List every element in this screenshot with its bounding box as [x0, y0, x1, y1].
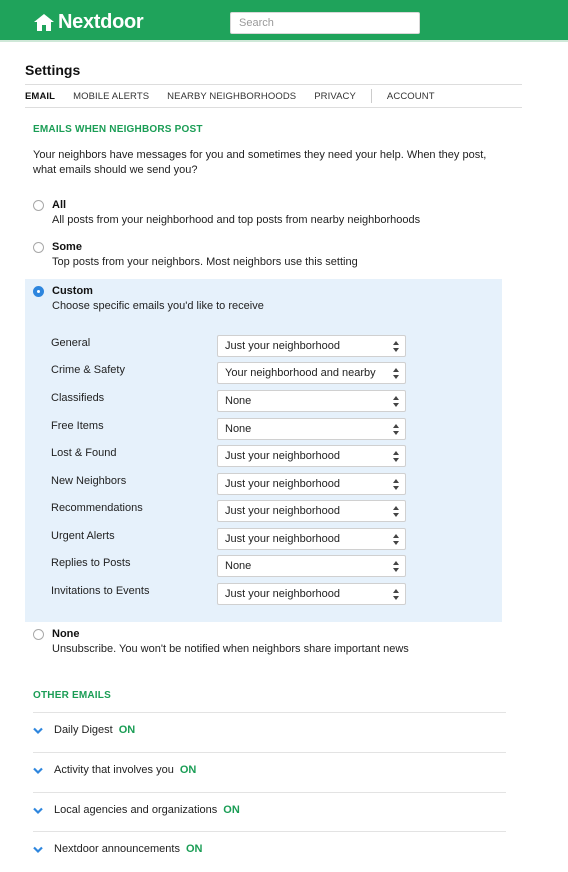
radio-some[interactable]: [33, 242, 44, 253]
category-label: Urgent Alerts: [51, 530, 115, 542]
status-on-badge: ON: [118, 724, 136, 736]
select-arrows-icon: [393, 396, 399, 407]
category-label: Crime & Safety: [51, 364, 125, 376]
tab-divider: [371, 89, 372, 103]
category-select-urgent-alerts[interactable]: [217, 528, 406, 550]
category-select-new-neighbors[interactable]: [217, 473, 406, 495]
category-select-general[interactable]: [217, 335, 406, 357]
other-email-label: Nextdoor announcements: [54, 843, 180, 855]
other-email-label: Activity that involves you: [54, 764, 174, 776]
settings-tabs: [25, 84, 522, 108]
category-row-lost-found: [51, 445, 411, 467]
radio-none[interactable]: [33, 629, 44, 640]
option-some-desc: Top posts from your neighbors. Most neighbors use this setting: [52, 256, 358, 268]
category-row-recommendations: [51, 500, 411, 522]
select-value: Just your neighborhood: [225, 478, 340, 490]
nextdoor-logo[interactable]: [34, 11, 143, 34]
category-select-lost-found[interactable]: [217, 445, 406, 467]
select-arrows-icon: [393, 561, 399, 572]
select-arrows-icon: [393, 506, 399, 517]
tab-nearby-neighborhoods[interactable]: NEARBY NEIGHBORHOODS: [167, 90, 297, 102]
radio-all[interactable]: [33, 200, 44, 211]
emails-intro-text: Your neighbors have messages for you and sometimes they need your help. When they post, what emails should we send you?: [33, 149, 487, 176]
option-custom-title: Custom: [52, 285, 93, 297]
search-input[interactable]: [230, 12, 420, 34]
category-label: Lost & Found: [51, 447, 117, 459]
select-arrows-icon: [393, 341, 399, 352]
house-icon: [34, 14, 54, 31]
chevron-down-icon: [33, 727, 43, 735]
category-label: Replies to Posts: [51, 557, 131, 569]
category-row-free-items: [51, 418, 411, 440]
select-value: Just your neighborhood: [225, 505, 340, 517]
category-label: Recommendations: [51, 502, 143, 514]
other-email-label: Local agencies and organizations: [54, 804, 218, 816]
category-row-replies-to-posts: [51, 555, 411, 577]
tab-account[interactable]: ACCOUNT: [386, 90, 435, 102]
category-label: Invitations to Events: [51, 585, 150, 597]
select-value: Just your neighborhood: [225, 450, 340, 462]
category-select-free-items[interactable]: [217, 418, 406, 440]
status-on-badge: ON: [179, 764, 197, 776]
option-custom-desc: Choose specific emails you'd like to receive: [52, 300, 264, 312]
select-arrows-icon: [393, 424, 399, 435]
category-label: Free Items: [51, 420, 104, 432]
other-emails-title: OTHER EMAILS: [33, 690, 111, 701]
category-row-invitations-to-events: [51, 583, 411, 605]
select-arrows-icon: [393, 451, 399, 462]
category-select-crime-safety[interactable]: [217, 362, 406, 384]
category-label: General: [51, 337, 91, 349]
select-value: None: [225, 560, 252, 572]
category-row-new-neighbors: [51, 473, 411, 495]
chevron-down-icon: [33, 807, 43, 815]
category-row-crime-safety: [51, 362, 411, 384]
tab-email[interactable]: EMAIL: [25, 90, 56, 102]
status-on-badge: ON: [223, 804, 240, 816]
emails-section-title: EMAILS WHEN NEIGHBORS POST: [33, 124, 203, 135]
option-all-desc: All posts from your neighborhood and top posts from nearby neighborhoods: [52, 214, 421, 226]
category-label: Classifieds: [51, 392, 105, 404]
logo-text: Nextdoor: [58, 11, 144, 33]
select-value: None: [225, 395, 252, 407]
top-bar: [0, 0, 568, 42]
option-some-title: Some: [52, 241, 82, 253]
category-row-urgent-alerts: [51, 528, 411, 550]
select-arrows-icon: [393, 534, 399, 545]
select-arrows-icon: [393, 479, 399, 490]
option-none-title: None: [52, 628, 80, 640]
page-title: Settings: [25, 62, 81, 78]
other-email-activity[interactable]: [33, 752, 506, 792]
other-email-announcements[interactable]: [33, 831, 506, 871]
select-value: Just your neighborhood: [225, 340, 340, 352]
chevron-down-icon: [33, 767, 43, 775]
category-select-invitations-to-events[interactable]: [217, 583, 406, 605]
category-select-replies-to-posts[interactable]: [217, 555, 406, 577]
category-row-general: [51, 335, 411, 357]
chevron-down-icon: [33, 846, 43, 854]
select-value: Your neighborhood and nearby: [225, 367, 376, 379]
option-all-title: All: [52, 199, 67, 211]
select-arrows-icon: [393, 368, 399, 379]
status-on-badge: ON: [185, 843, 203, 855]
select-arrows-icon: [393, 589, 399, 600]
radio-custom[interactable]: [33, 286, 44, 297]
category-label: New Neighbors: [51, 475, 127, 487]
select-value: Just your neighborhood: [225, 533, 340, 545]
select-value: Just your neighborhood: [225, 588, 340, 600]
option-none-desc: Unsubscribe. You won't be notified when neighbors share important news: [52, 643, 409, 655]
other-email-label: Daily Digest: [54, 724, 113, 736]
tab-mobile-alerts[interactable]: MOBILE ALERTS: [73, 90, 150, 102]
select-value: None: [225, 423, 252, 435]
tab-privacy[interactable]: PRIVACY: [314, 90, 356, 102]
other-email-local-agencies[interactable]: [33, 792, 506, 832]
category-select-classifieds[interactable]: [217, 390, 406, 412]
category-row-classifieds: [51, 390, 411, 412]
category-select-recommendations[interactable]: [217, 500, 406, 522]
other-email-daily-digest[interactable]: [33, 712, 506, 752]
